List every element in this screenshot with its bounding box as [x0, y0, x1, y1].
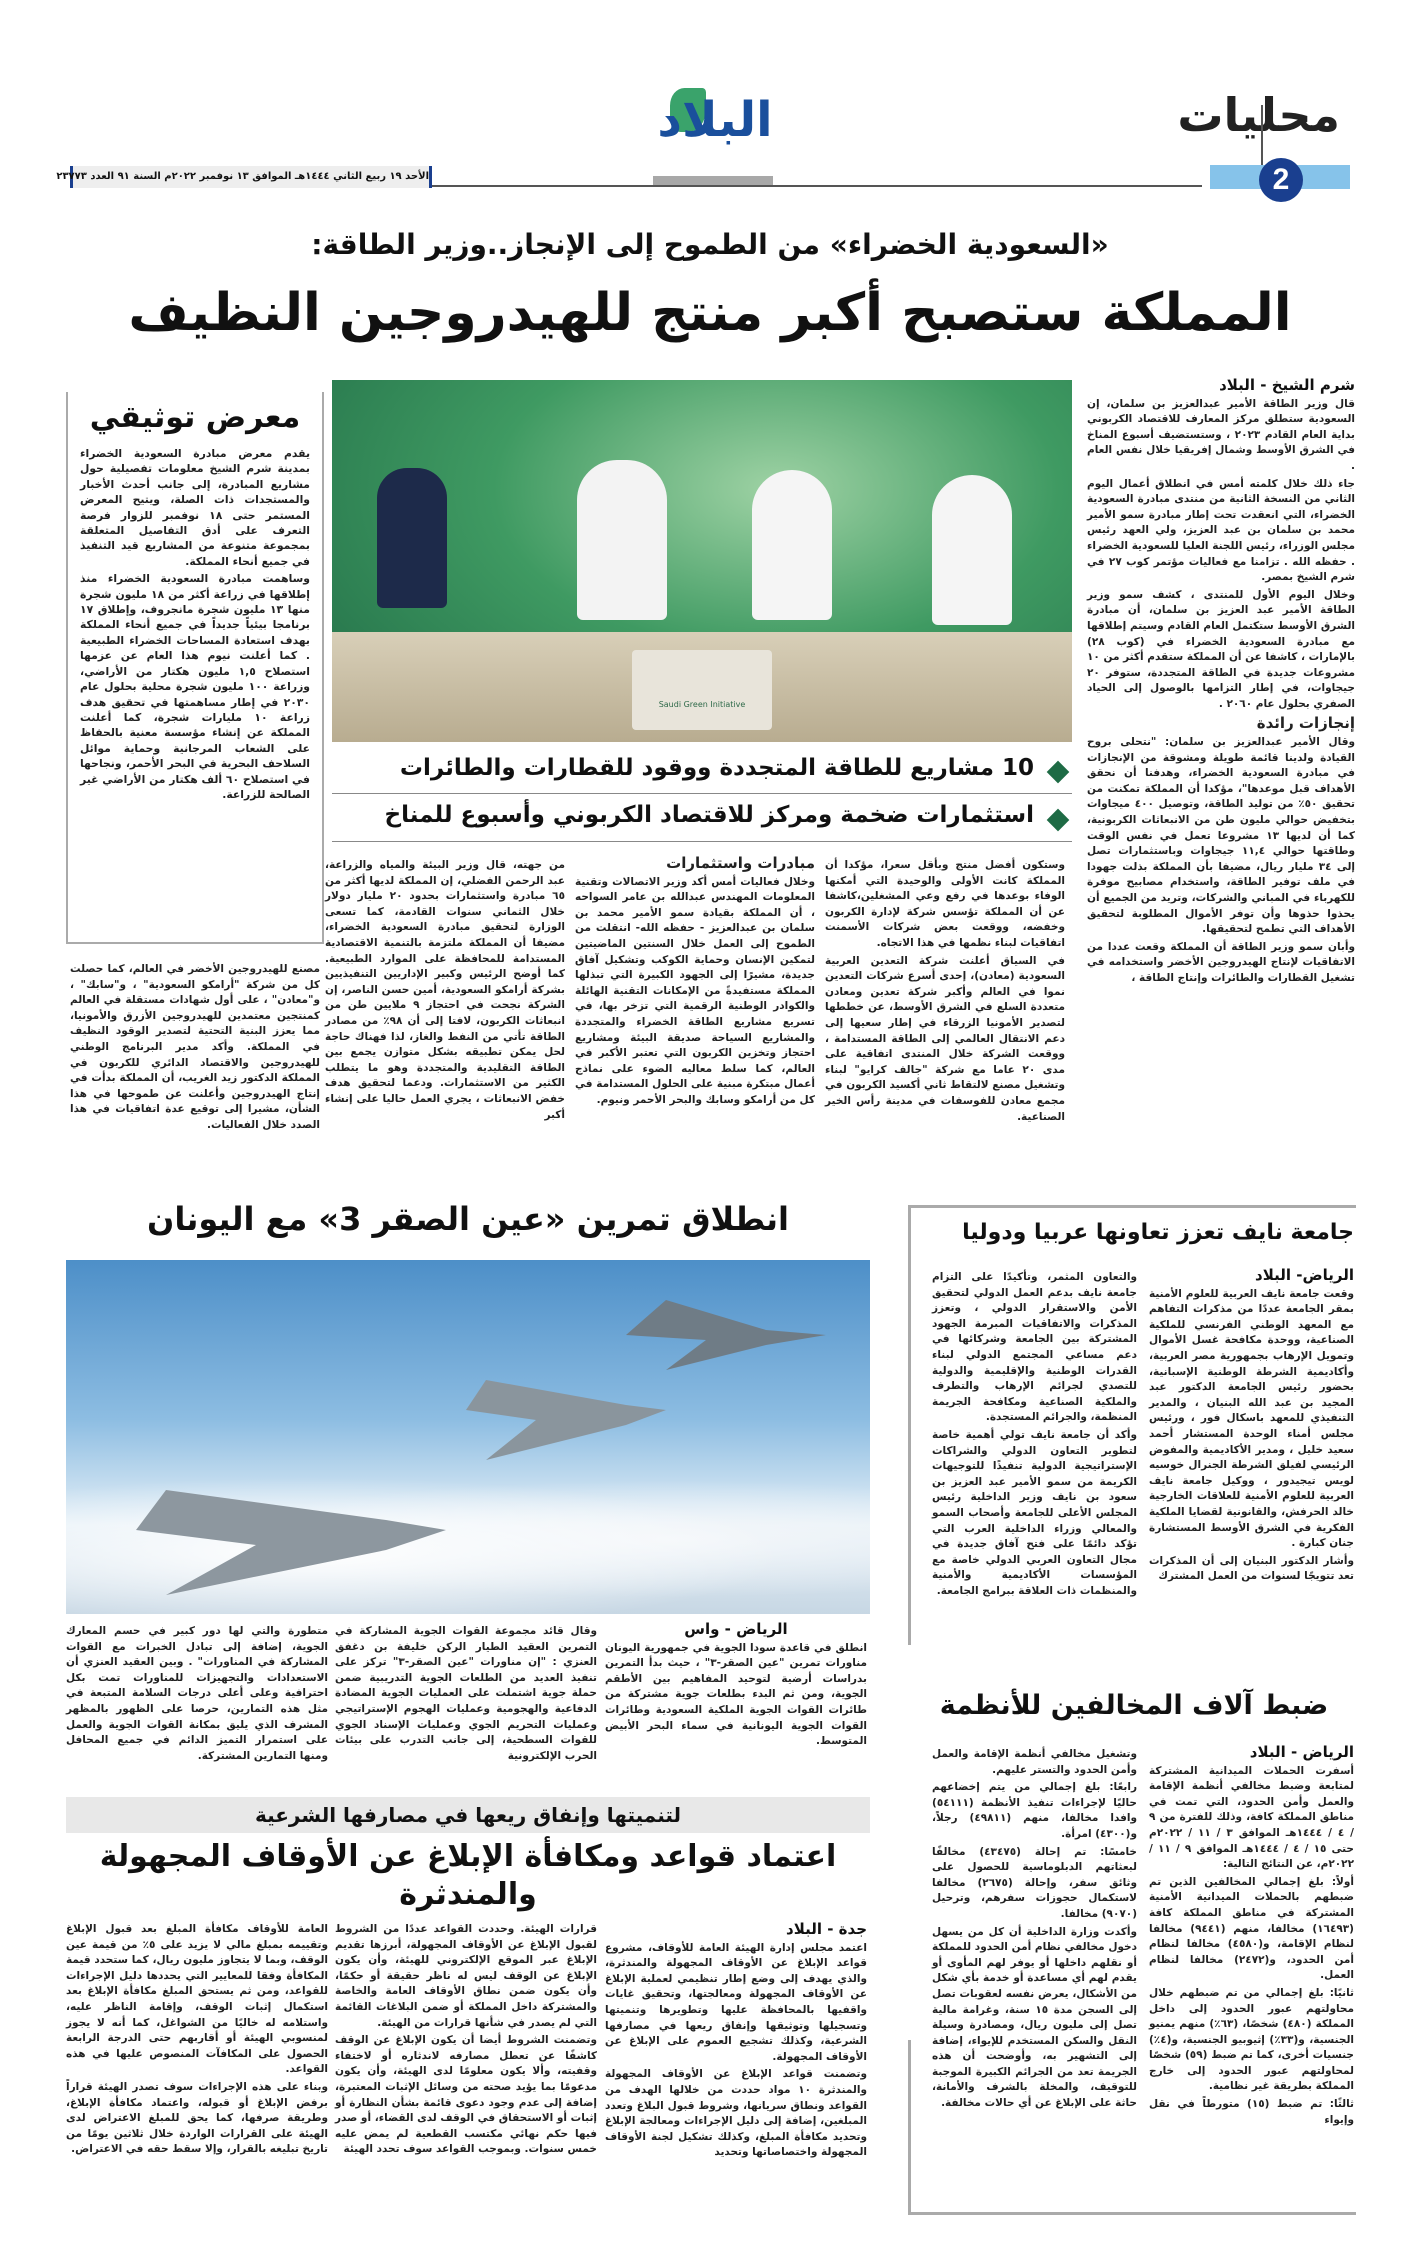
main-headline: المملكة ستصبح أكبر منتج للهيدروجين النظيف — [128, 283, 1292, 343]
header-rule — [432, 185, 1202, 187]
paragraph: أولاً: بلغ إجمالي المخالفين الذين تم ضبطهم بالحملات الميدانية الأمنية المشتركة في مناطق المملكة كافة (١٦٤٩٣) مخالفا، منهم (٩٤٤١) مخالفا لنظام الإقامة، و(٤٥٨٠) مخالفا لنظام أمن الحدود، و(٢٤٧٢) مخالفا لنظام العمل. — [1149, 1875, 1354, 1982]
section-title: محليات — [1177, 88, 1340, 142]
jets-photo — [66, 1260, 870, 1614]
paragraph: العامة للأوقاف مكافأة المبلغ بعد قبول الإبلاغ وتقييمه بمبلغ مالي لا يزيد على ٥٪ من قيمة عين الوقف، وبما لا يتجاوز مليون ريال، كما ستحدد قيمة المكافأة وفقا للمعايير التي يحددها دليل الإجراءات للقواعد، ومن ثم يستحق المبلغ مكافأة الإبلاغ بعد استكمال إثبات الوقف، وإقامة الناظر عليه، واستلامه له خاليًا من الشواغل، كما أنه لا يجوز لمنسوبي الهيئة أو أقاربهم حتى الدرجة الرابعة الحصول على المكافآت المنصوص عليها في هذه القواعد. — [66, 1923, 328, 2076]
speaker-figure — [752, 470, 832, 620]
main-col-3 — [575, 852, 815, 1111]
date-line: الأحد ١٩ ربيع الثاني ١٤٤٤هـ الموافق ١٣ نوفمبر ٢٠٢٢م السنة ٩١ العدد ٢٣٧٧٣ — [70, 166, 432, 188]
paragraph: وأشار الدكتور البنيان إلى أن المذكرات تعد تتويجًا لسنوات من العمل المشترك — [1149, 1554, 1354, 1583]
violators-col-1 — [1149, 1745, 1354, 2130]
jet-icon — [136, 1490, 446, 1595]
jet-icon — [626, 1300, 826, 1370]
paragraph: خامسًا: تم إحالة (٤٣٤٧٥) مخالفًا لبعثاتهم الدبلوماسية للحصول على وثائق سفر، وإحالة (٢٦٧٥) مخالفا لاستكمال حجوزات سفرهم، وترحيل (٩٠٧٠) مخالفا. — [932, 1845, 1137, 1920]
speaker-figure — [932, 475, 1012, 625]
waqf-kicker: لتنميتها وإنفاق ريعها في مصارفها الشرعية — [254, 1803, 682, 1827]
dateline: الرياض- البلاد — [1255, 1266, 1354, 1284]
conference-photo — [332, 380, 1072, 742]
subhead-2 — [332, 796, 1072, 842]
falcon-col-3 — [66, 1624, 328, 1766]
subhead-text: 10 مشاريع للطاقة المتجددة ووقود للقطارات والطائرات — [399, 755, 1034, 781]
diamond-icon — [1047, 761, 1070, 784]
main-col-5 — [70, 962, 320, 1136]
sidebar-text — [80, 446, 310, 802]
paragraph: قرارات الهيئة. وحددت القواعد عددًا من الشروط لقبول الإبلاغ عن الأوقاف المجهولة، أبرزها تقديم الإبلاغ عبر الموقع الإلكتروني للهيئة، وأن يكون الإبلاغ عن الوقف ليس له ناظر حقيقة أو حكمًا، وأن يكون ضمن نطاق الأوقاف العامة والخاصة والمشتركة داخل المملكة أو ضمن البلاغات القائمة التي لم يصدر في شأنها قرارات من الهيئة. — [335, 1923, 597, 2029]
subhead: مبادرات واستثمارات — [666, 854, 815, 872]
falcon-col-1 — [605, 1622, 867, 1752]
sidebar-box — [66, 392, 324, 944]
jet-icon — [466, 1380, 666, 1460]
paragraph: وتشغيل مخالفي أنظمة الإقامة والعمل وأمن الحدود والتستر عليهم. — [932, 1748, 1137, 1776]
paragraph: وستكون أفضل منتج وبأقل سعرا، مؤكدا أن المملكة كانت الأولى والوحيدة التي أمكنها الوفاء بوعدها في رفع وعي المشغلين،كاشفا عن أن المملكة تؤسس شركة لإدارة الكربون وخفضه، ووقعت بعض شركات الأسمنت اتفاقيات لبناء نظمها في هذا الاتجاه. — [825, 859, 1065, 949]
paragraph: جاء ذلك خلال كلمته أمس في انطلاق أعمال اليوم الثاني من النسخة الثانية من منتدى مبادرة السعودية الخضراء، التي انعقدت تحت إطار مبادرة سمو الأمير محمد بن سلمان بن عبد العزيز، ولي العهد رئيس مجلس الوزراء، رئيس اللجنة العليا للسعودية الخضراء . حفظه الله . تزامنا مع فعاليات مؤتمر كوب ٢٧ في شرم الشيخ بمصر. — [1087, 477, 1356, 584]
paragraph: أسفرت الحملات الميدانية المشتركة لمتابعة وضبط مخالفي أنظمة الإقامة والعمل وأمن الحدود، التي تمت في مناطق المملكة كافة، وذلك للفترة من ٩ / ٤ / ١٤٤٤هـ الموافق ٣ / ١١ / ٢٠٢٢م حتى ١٥ / ٤ / ١٤٤٤هـ الموافق ٩ / ١١ / ٢٠٢٢م، عن النتائج التالية: — [1149, 1764, 1354, 1871]
waqf-col-1 — [605, 1922, 867, 2163]
falcon-col-2 — [335, 1624, 597, 1766]
paragraph: وخلال فعاليات أمس أكد وزير الاتصالات وتقنية المعلومات المهندس عبدالله بن عامر السواحه ، أن المملكة بقيادة سمو الأمير محمد بن سلمان بن عبدالعزيز - حفظه الله- انتقلت من الطموح إلى العمل خلال السنتين الماضيتين لتمكين الإنسان وحماية الكوكب وتشكيل آفاق جديدة، مشيرًا إلى الجهود الكبيرة التي تبذلها المملكة مستفيدةً من الإمكانات التقنية الهائلة والكوادر الوطنية الرقمية التي تزخر بها، في تسريع مشاريع الطاقة الخضراء والمتجددة والمشاريع السياحة صديقة البيئة ومشاريع احتجاز وتخزين الكربون التي تعتبر الأكبر في العالم، كما سلط معاليه الضوء على نماذج أعمال مبتكرة مبنية على الحلول المستدامة في كل من أرامكو وسابك والبحر الأحمر ونيوم. — [575, 875, 815, 1106]
newspaper-logo — [650, 88, 780, 158]
podium-logo: Saudi Green Initiative — [658, 700, 746, 709]
paragraph: وخلال اليوم الأول للمنتدى ، كشف سمو وزير الطاقة الأمير عبد العزيز بن سلمان، أن مبادرة الشرق الأوسط ستكتمل العام القادم وسيتم إطلاقها مع مبادرة السعودية الخضراء في (كوب ٢٨) بالإمارات ، كاشفا عن أن المملكة ستقدم أكثر من ١٠ مشروعات جديدة في الطاقة المتجددة، ستوفر ٢٠ جيجاوات، في إطار التزامها بالوصول إلى الحياد الصفري بحلول عام ٢٠٦٠ . — [1087, 588, 1355, 710]
page-number-badge: 2 — [1259, 158, 1303, 202]
main-col-4 — [325, 858, 565, 1125]
paragraph: وأبان سمو وزير الطاقة أن المملكة وقعت عددا من الاتفاقيات لإنتاج الهيدروجين الأخضر واستخدامه في تشغيل القطارات والطائرات وإنتاج الطاقة ، — [1087, 940, 1355, 984]
jets-illustration — [66, 1260, 870, 1614]
main-col-1 — [1087, 378, 1355, 989]
paragraph: وأكد أن جامعة نايف تولي أهمية خاصة لتطوير التعاون الدولي والشراكات الإستراتيجية الدولية تنفيذًا للتوجيهات الكريمة من سمو الأمير عبد العزيز بن سعود بن نايف وزير الداخلية رئيس المجلس الأعلى للجامعة وأصحاب السمو والمعالي وزراء الداخلية العرب التي تؤكد دائمًا على فتح آفاق جديدة في مجال التعاون العربي الدولي خاصة مع المؤسسات الأكاديمية والأمنية والمنظمات ذات العلاقة ببرامج الجامعة. — [932, 1428, 1137, 1597]
paragraph: مصنع للهيدروجين الأخضر في العالم، كما حصلت كل من شركة "أرامكو السعودية" ، و"سابك" ، و"معادن" ، على أول شهادات مستقلة في العالم كمنتجين معتمدين للهيدروجين الأزرق والأمونيا، مما يعزز البنية التحتية لتصدير الوقود النظيف في المملكة. وأكد مدير البرنامج الوطني للهيدروجين والاقتصاد الدائري للكربون في المملكة الدكتور زيد الغريب، أن المملكة بدأت في إنتاج الهيدروجين وأعلنت عن طموحها في هذا الشأن، مشيرا إلى توقيع عدة اتفاقيات في هذا الصدد خلال الفعاليات. — [70, 963, 320, 1131]
paragraph: في السياق أعلنت شركة التعدين العربية السعودية (معادن)، إحدى أسرع شركات التعدين نموا في العالم وأكبر شركة تعدين ومعادن متعددة السلع في الشرق الأوسط، عن خططها لتصدير الأمونيا الزرقاء في إطار سعيها إلى دعم الانتقال العالمي إلى الطاقة المستدامة ، ووقعت الشركة خلال المنتدى اتفاقية على مدى ٢٠ عاما مع شركة "جالف كرايو" لبناء وتشغيل مصنع لالتقاط ثاني أكسيد الكربون في مجمع معادن للفوسفات في مدينة رأس الخير الصناعية. — [825, 954, 1065, 1123]
paragraph: وتضمنت قواعد الإبلاغ عن الأوقاف المجهولة والمندثرة ١٠ مواد حددت من خلالها الهدف من القواعد ونطاق سريانها، وشروط قبول البلاغ وتعدد المبلغين، إضافة إلى دليل الإجراءات ومعالجة الإبلاغ وتحديد مكافأة المبلغ، وكذلك تشكيل لجنة الأوقاف المجهولة واختصاصاتها وتحديد — [605, 2068, 867, 2159]
waqf-col-3 — [66, 1922, 328, 2160]
subhead: إنجازات رائدة — [1256, 714, 1355, 733]
paragraph: متطورة والتي لها دور كبير في حسم المعارك الجوية، إضافة إلى تبادل الخبرات مع القوات المشاركة في المناورات" . وبين العقيد العنزي أن الاستعدادات والتجهيزات للمناورات تمت بكل احترافية وعلى أعلى درجات السلامة المتبعة في مثل هذه التمارين، حرصا على الظهور بالمظهر المشرف الذي يليق بمكانة القوات الجوية والعمل على استمرار التميز الدائم في جميع المحافل ومنها التمارين المشتركة. — [66, 1625, 328, 1762]
waqf-col-2 — [335, 1922, 597, 2160]
paragraph: وساهمت مبادرة السعودية الخضراء منذ إطلاقها في زراعة أكثر من ١٨ مليون شجرة منها ١٣ مليون شجرة مانجروف، وإطلاق ١٧ برنامجا بيئياً جديداً في جميع أنحاء المملكة بهدف استعادة المساحات الخضراء الطبيعية . كما أعلنت نيوم هذا العام عن عزمها استصلاح ١,٥ مليون هكتار من الأراضي، وزراعة ١٠٠ مليون شجرة محلية بحلول عام ٢٠٣٠ في إطار مساهمتها في تحقيق هدف زراعة ١٠ مليارات شجرة، كما أعلنت المملكة عن إنشاء مؤسسة معنية بالحفاظ على الشعاب المرجانية وحماية موائل السلاحف البحرية في البحر الأحمر، ونجاحها في استصلاح ٦٠ ألف هكتار من الأراضي غير الصالحة للزراعة. — [80, 572, 311, 801]
naif-col-1 — [1149, 1268, 1354, 1587]
paragraph: يقدم معرض مبادرة السعودية الخضراء بمدينة شرم الشيخ معلومات تفصيلية حول مشاريع المبادرة، إلى جانب أحدث الأخبار والمستجدات ذات الصلة، ويتيح المعرض المستمر حتى ١٨ نوفمبر للزوار فرصة التعرف على أدق التفاصيل المتعلقة بمجموعة متنوعة من المشاريع قيد التنفيذ في جميع أنحاء المملكة. — [80, 447, 310, 568]
paragraph: والتعاون المثمر، وتأكيدًا على التزام جامعة نايف بدعم العمل الدولي لتحقيق الأمن والاستقرار الدولي ، وتعزز المذكرات والاتفاقيات المبرمة الجهود المشتركة بين الجامعة وشركائها في دعم مساعي المجتمع الدولي لبناء القدرات الوطنية والإقليمية والدولية للتصدي لجرائم الإرهاب والتطرف والملكية الصناعية ومكافحة الجريمة المنظمة، والجرائم المستجدة. — [932, 1271, 1137, 1424]
paragraph: اعتمد مجلس إدارة الهيئة العامة للأوقاف، مشروع قواعد الإبلاغ عن الأوقاف المجهولة والمندثرة، والذي يهدف إلى وضع إطار تنظيمي لعملية الإبلاغ عن الأوقاف المجهولة ومعالجتها، وتحقيق غايات واقفيها بالمحافظة عليها وتطويرها وتنميتها وتسجيلها وتوثيقها وإنفاق ريعها في مصارفها الشرعية، وكذلك تشجيع العموم على الإبلاغ عن الأوقاف المجهولة. — [605, 1941, 867, 2063]
dateline: شرم الشيخ - البلاد — [1219, 376, 1355, 394]
paragraph: رابعًا: بلغ إجمالي من يتم إخضاعهم حاليًا لإجراءات تنفيذ الأنظمة (٥٤١١١) وافدا مخالفا، منهم (٤٩٨١١) رجلاً، و(٤٣٠٠) امرأة. — [932, 1781, 1138, 1840]
dateline: الرياض - واس — [684, 1620, 788, 1638]
logo-text: البلاد — [657, 92, 773, 148]
speaker-figure — [377, 468, 447, 608]
paragraph: وتضمنت الشروط أيضا أن يكون الإبلاغ عن الوقف كاشفًا عن تعطل مصارفه لاندثاره أو لاختفاء وقفيته، وألا يكون معلومًا لدى الهيئة، وأن يكون مدعومًا بما يؤيد صحته من وسائل الإثبات المعتبرة، إضافة إلى عدم وجود دعوى قائمة بشأن النظارة أو إثبات أو الاستحقاق في الوقف لدى القضاء، أو صدر فيها حكم نهائي مكتسب القطعية لم يمض عليه خمس سنوات. وبموجب القواعد سوف تحدد الهيئة — [335, 2034, 597, 2156]
paragraph: وبناء على هذه الإجراءات سوف تصدر الهيئة قراراً برفض الإبلاغ أو قبوله، واعتماد مكافأة الإبلاغ، وطريقة صرفها، كما يحق للمبلغ الاعتراض لدى الهيئة على القرارات الواردة خلال ثلاثين يومًا من تاريخ تبليغه بالقرار، وإلا سقط حقه في الاعتراض. — [66, 2080, 328, 2156]
diamond-icon — [1047, 809, 1070, 832]
falcon-headline: انطلاق تمرين «عين الصقر 3» مع اليونان — [147, 1200, 789, 1238]
paragraph: انطلق في قاعدة سودا الجوية في جمهورية اليونان مناورات تمرين "عين الصقر-٣" ، حيث بدأ التمرين بدراسات أرضية لتوحيد المفاهيم بين الأطقم الجوية، ومن ثم البدء بطلعات جوية مشتركة من طائرات القوات الجوية الملكية السعودية وطائرات القوات الجوية اليونانية في سماء البحر الأبيض المتوسط. — [605, 1641, 867, 1748]
paragraph: وقال قائد مجموعة القوات الجوية المشاركة في التمرين العقيد الطيار الركن خليفة بن دغفق العنزي : "إن مناورات "عين الصقر-٣" تركز على تنفيذ العديد من الطلعات الجوية التدريبية ضمن حملة جوية اشتملت على العمليات الجوية المضادة الدفاعية والهجومية وعمليات الهجوم الإستراتيجي وعمليات التحريم الجوي وعمليات الإسناد الجوي للقوات السطحية، إلى جانب التدرب على بيئات الحرب الإلكترونية — [335, 1625, 597, 1762]
paragraph: ثانيًا: بلغ إجمالي من تم ضبطهم خلال محاولتهم عبور الحدود إلى داخل المملكة (٤٨٠) شخصًا، (٦٣٪) منهم يمنيو الجنسية، و(٣٣٪) إثيوبيو الجنسية، و(٤٪) جنسيات أخرى، كما تم ضبط (٥٩) شخصًا لمحاولتهم عبور الحدود إلى خارج المملكة بطريقة غير نظامية. — [1149, 1986, 1355, 2093]
waqf-headline: اعتماد قواعد ومكافأة الإبلاغ عن الأوقاف المجهولة والمندثرة — [99, 1839, 837, 1912]
paragraph: وقعت جامعة نايف العربية للعلوم الأمنية بمقر الجامعة عددًا من مذكرات التفاهم مع المعهد الوطني الفرنسي للملكية الصناعية، ووحدة مكافحة غسل الأموال وتمويل الإرهاب بجمهورية مصر العربية، وأكاديمية الشرطة الوطنية الإسبانية، بحضور رئيس الجامعة الدكتور عبد المجيد بن عبد الله البنيان ، والمدير التنفيذي للمعهد باسكال فور ، ورئيس مجلس أمناء الوحدة المستشار أحمد سعيد خليل ، ومدير الأكاديمية والمفوض الرئيسي لفيلق الشرطة الجنرال خوسيه لويس تيجيدور ، ووكيل جامعة نايف العربية للعلوم الأمنية للعلاقات الخارجية خالد الحرفش، والقانونية لقضايا الملكية الفكرية في الشرق الأوسط المستشارة جنان كبارة . — [1149, 1287, 1354, 1550]
paragraph: ثالثًا: تم ضبط (١٥) متورطاً في نقل وإيواء — [1149, 2098, 1354, 2126]
podium — [632, 650, 772, 730]
naif-headline: جامعة نايف تعزز تعاونها عربيا ودوليا — [962, 1220, 1354, 1245]
paragraph: وأكدت وزارة الداخلية أن كل من يسهل دخول مخالفي نظام أمن الحدود للمملكة أو نقلهم داخلها أو يوفر لهم المأوى أو يقدم لهم أي مساعدة أو خدمة بأي شكل من الأشكال، يعرض نفسه لعقوبات تصل إلى السجن مدة ١٥ سنة، وغرامة مالية تصل إلى مليون ريال، ومصادرة وسيلة النقل والسكن المستخدم للإيواء، إضافة إلى التشهير به، وأوضحت أن هذه الجريمة تعد من الجرائم الكبيرة الموجبة للتوقيف، والمخلة بالشرف والأمانة، حاثة على الإبلاغ عن أي حالات مخالفة. — [932, 1925, 1137, 2110]
dateline: الرياض - البلاد — [1249, 1743, 1354, 1761]
subhead-text: استثمارات ضخمة ومركز للاقتصاد الكربوني وأسبوع للمناخ — [384, 802, 1034, 828]
main-kicker: «السعودية الخضراء» من الطموح إلى الإنجاز..وزير الطاقة: — [311, 228, 1109, 261]
naif-col-2 — [932, 1270, 1137, 1601]
violators-col-2 — [932, 1747, 1137, 2114]
subhead-1 — [332, 750, 1072, 794]
sidebar-title: معرض توثيقي — [89, 400, 301, 435]
violators-headline: ضبط آلاف المخالفين للأنظمة — [939, 1690, 1329, 1721]
paragraph: قال وزير الطاقة الأمير عبدالعزيز بن سلمان، إن السعودية ستطلق مركز المعارف للاقتصاد الكربوني بداية العام القادم ٢٠٢٣ ، وستستضيف أسبوع المناخ في الشرق الأوسط وشمال إفريقيا خلال نفس العام . — [1087, 397, 1355, 472]
main-col-2 — [825, 858, 1065, 1127]
speaker-figure — [577, 460, 667, 620]
paragraph: وقال الأمير عبدالعزيز بن سلمان: "نتحلى بروح القيادة ولدينا قائمة طويلة ومشوقة من الإنجازات في مبادرة السعودية الخضراء، وهدفنا أن نحقق الأهداف قبل موعدها"، مؤكدا أن المملكة تمكنت من تحقيق ٥٠٪ من توليد الطاقة، وتوصيل ٤٠٠ ميجاوات بتخفيض حوالي مليون طن من الانبعاثات الكربونية، كما أن لديها ١٣ مشروعا تعمل في نفس الوقت وطاقتها حوالي ١١,٤ جيجاوات وباستثمارات تصل إلى ٣٤ مليار ريال، مضيفا بأن المملكة بذلت جهودا في ملف توفير الطاقة، واستخدام مصابيح موفرة للكهرباء في المباني والشركات، وتريد من الجميع أن يحذوا حذوها وأن توفر الأموال المطلوبة لتحقيق الأهداف التي تطمح لتحقيقها. — [1087, 736, 1355, 936]
paragraph: من جهته، قال وزير البيئة والمياه والزراعة، عبد الرحمن الفضلي، إن المملكة لديها أكثر من ٦٥ مبادرة واستثمارات بحدود ٢٠ مليار دولار خلال الثماني سنوات القادمة، كما تسعى الوزارة لتحقيق مبادرة السعودية الخضراء، مضيفا أن المملكة ملتزمة بالتنمية الاقتصادية المستدامة للمحافظة على الموارد الطبيعية. كما أوضح الرئيس وكبير الإداريين التنفيذيين بشركة أرامكو السعودية، أمين حسن الناصر، إن الشركة نجحت في احتجاز ٩ ملايين طن من انبعاثات الكربون، لافتا إلى أن ٩٨٪ من مصادر الطاقة تأتي من النفط والغاز، لذا فهناك حاجة لحل يمكن تطبيقه بشكل متوازن يجمع بين الطاقة التقليدية والمتجددة وهو ما يتطلب الكثير من الاستثمارات. ودعما لتحقيق هدف خفض الانبعاثات ، يجري العمل حاليا على إنشاء أكبر — [325, 859, 565, 1121]
dateline: جدة - البلاد — [786, 1920, 867, 1938]
